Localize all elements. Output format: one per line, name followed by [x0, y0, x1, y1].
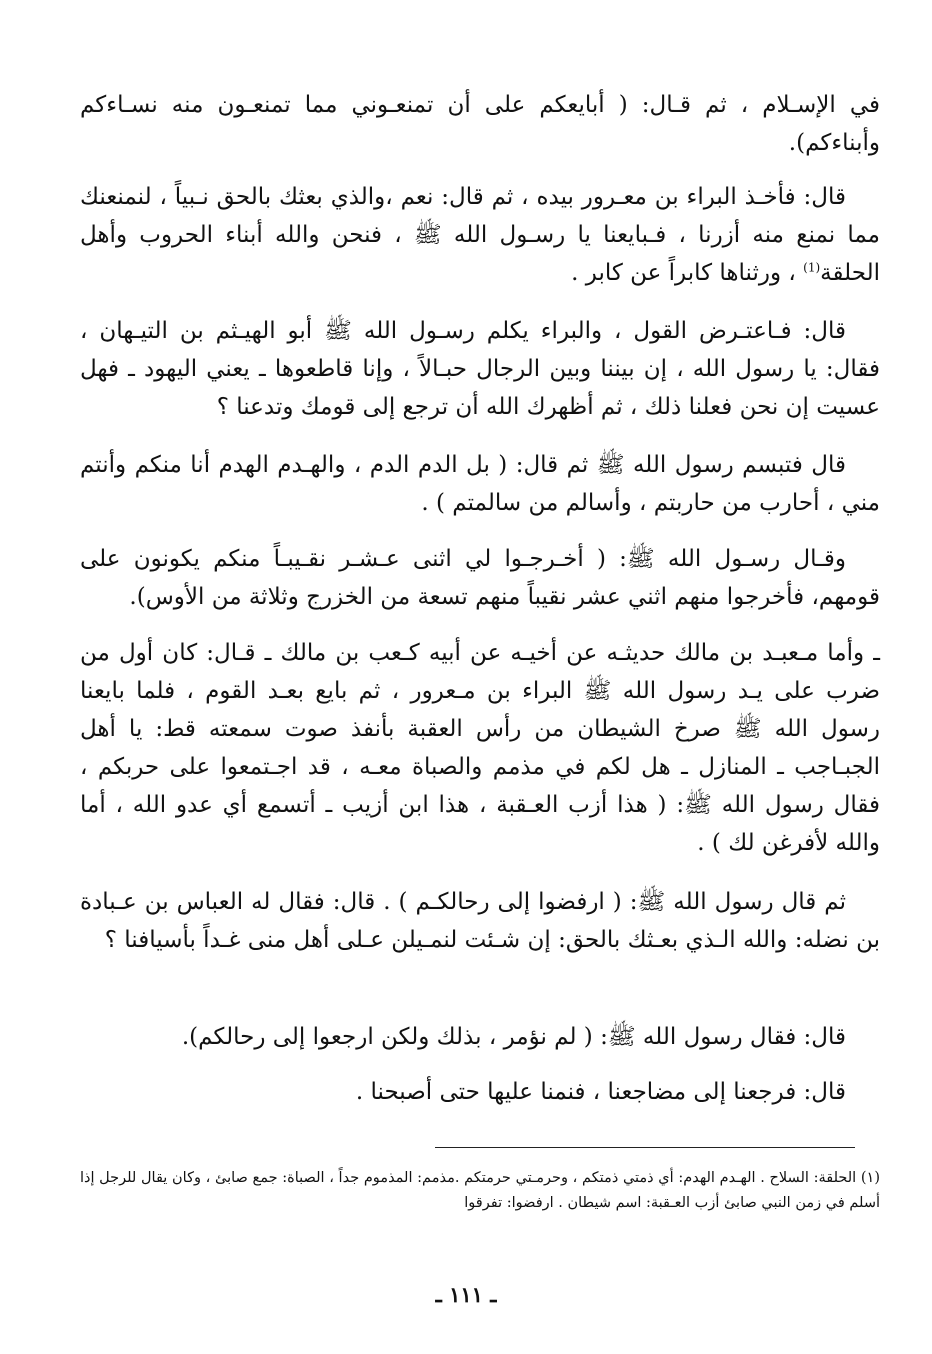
- paragraph-7: ثم قال رسول الله ﷺ: ( ارفضوا إلى رحالكـم ) . قال: فقال له العباس بن عـبادة بن نضله: والله الـذي بعـثك بالحق: إن شـئت لنمـيلن عـلى أهل منى غـداً بأسيافنا ؟: [80, 889, 880, 953]
- paragraph-5: وقـال رسـول الله ﷺ: ( أخـرجـوا لي اثنى عـشـر نقـيبـاً منكم يكونون على قومهم، فأخرجوا منهم اثني عشر نقيباً منهم تسعة من الخزرج وثلاثة من الأوس).: [80, 546, 880, 610]
- footnote-divider: [435, 1147, 855, 1148]
- paragraph-8: قال: فقال رسول الله ﷺ: ( لم نؤمر ، بذلك ولكن ارجعوا إلى رحالكم).: [181, 1024, 846, 1050]
- footnote-reference[interactable]: (1): [803, 260, 821, 275]
- paragraph-1: في الإسـلام ، ثم قـال: ( أبايعكم على أن تمنعـوني مما تمنعـون منه نسـاءكم وأبناءكم).: [80, 92, 880, 156]
- paragraph-3: قال: فـاعتـرض القول ، والبراء يكلم رسـول الله ﷺ أبو الهيـثم بن التيـهان ، فقال: يا رسول الله ، إن بيننا وبين الرجال حبـالاً ، وإنا قاطعوها ـ يعني اليهود ـ فهل عسيت إن نحن فعلنا ذلك ، ثم أظهرك الله أن ترجع إلى قومك وتدعنا ؟: [80, 318, 880, 420]
- paragraph-2-text: قال: فأخـذ البراء بن معـرور بيده ، ثم قال: نعم ،والذي بعثك بالحق نـبياً ، لنمنعنك مما نمنع منه أزرنا ، فـبايعنا يا رسـول الله ﷺ ، فنحن والله أبناء الحروب وأهل الحلقة: [80, 184, 880, 286]
- paragraph-4: قال فتبسم رسول الله ﷺ ثم قال: ( بل الدم الدم ، والهـدم الهدم أنا منكم وأنتم مني ، أحارب من حاربتم ، وأسالم من سالمتم ) .: [80, 452, 880, 516]
- page-number: ـ ١١١ ـ: [435, 1282, 497, 1307]
- paragraph-6: ـ وأما مـعبـد بن مالك حديثـه عن أخيـه عن أبيه كـعب بن مالك ـ قـال: كان أول من ضرب على يـد رسول الله ﷺ البراء بن مـعرور ، ثم بايع بعـد القوم ، فلما بايعنا رسول الله ﷺ صرخ الشيطان من رأس العقبة بأنفذ صوت سمعته قط: يا أهل الجبـاجب ـ المنازل ـ هل لكم في مذمم والصباة معـه ، قد اجـتمعوا على حربكم ، فقال رسول الله ﷺ: ( هذا أزب العـقبة ، هذا ابن أزيب ـ أتسمع أي عدو الله ، أما والله لأفرغن لك ) .: [80, 640, 880, 856]
- footnote: (١) الحلقة: السلاح . الهـدم الهدم: أي ذمتي ذمتكم ، وحرمـتي حرمتكم .مذمم: المذموم جداً ، الصباة: جمع صابئ ، وكان يقال للرجل إذا أسلم في زمن النبي صابئ أزب العـقبة: اسم شيطان . ارفضوا: تفرقوا: [80, 1170, 880, 1211]
- paragraph-2-tail: ، ورثناها كابراً عن كابر .: [571, 260, 804, 286]
- paragraph-2: [80, 178, 880, 292]
- paragraph-9: قال: فرجعنا إلى مضاجعنا ، فنمنا عليها حتى أصبحنا .: [355, 1079, 846, 1105]
